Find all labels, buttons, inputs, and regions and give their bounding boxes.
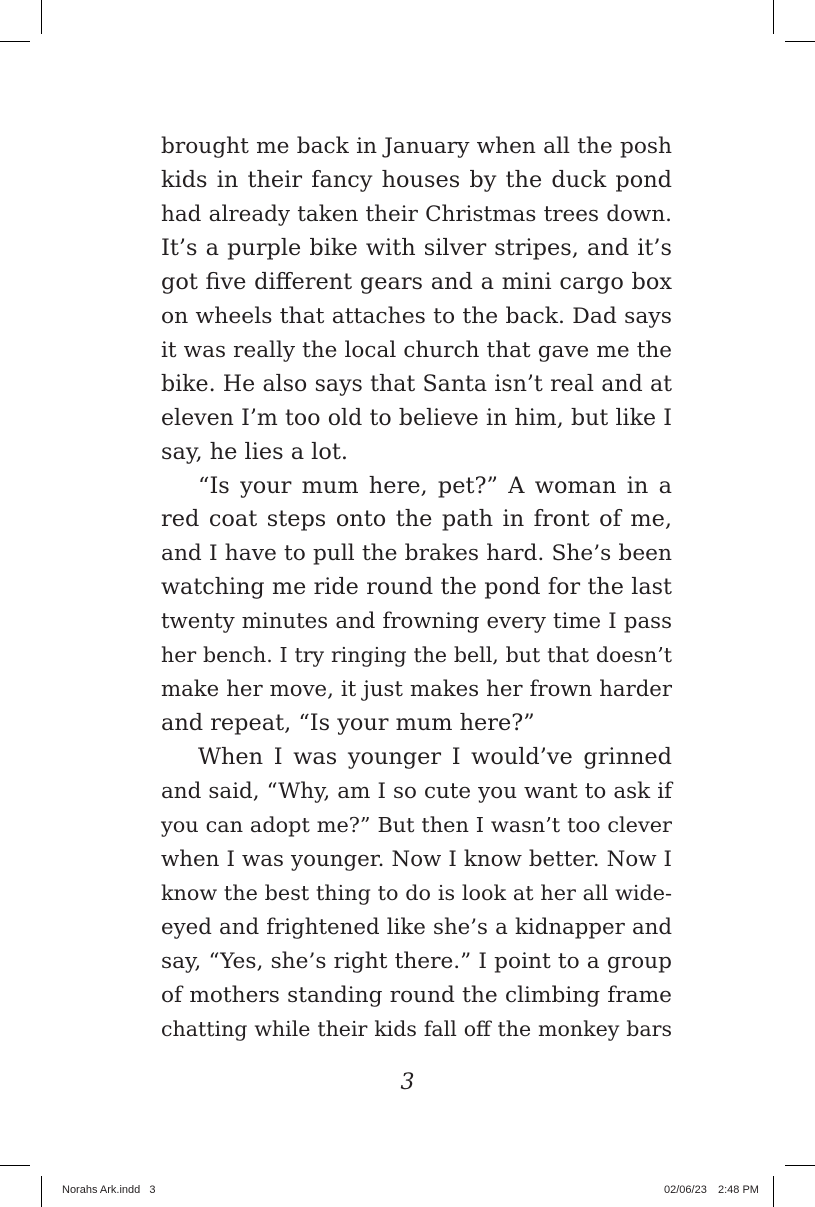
crop-mark-top-left-horizontal <box>0 41 30 42</box>
text-line: on wheels that attaches to the back. Dad says <box>161 303 672 329</box>
crop-mark-bottom-left-vertical <box>41 1176 42 1207</box>
text-line: say, he lies a lot. <box>161 438 348 465</box>
text-line: and said, “Why, am I so cute you want to ask if <box>161 779 672 805</box>
text-line: twenty minutes and frowning every time I pass <box>161 609 672 635</box>
text-line: had already taken their Christmas trees down. <box>161 201 672 227</box>
text-line: know the best thing to do is look at her all wide- <box>161 880 672 905</box>
crop-mark-top-right-horizontal <box>785 41 815 42</box>
slug-date: 02/06/23 <box>664 1184 707 1196</box>
crop-mark-bottom-right-vertical <box>773 1176 774 1207</box>
crop-mark-top-left-vertical <box>41 0 42 34</box>
text-line: her bench. I try ringing the bell, but that doesn’t <box>161 643 672 668</box>
crop-mark-top-right-vertical <box>773 0 774 34</box>
text-line: watching me ride round the pond for the last <box>161 574 672 601</box>
crop-mark-bottom-left-horizontal <box>0 1165 30 1166</box>
text-line: when I was younger. Now I know better. Now I <box>161 847 672 873</box>
text-line: red coat steps onto the path in front of me, <box>161 506 672 533</box>
text-line: eyed and frightened like she’s a kidnapper and <box>161 914 672 940</box>
text-line: It’s a purple bike with silver stripes, and it’s <box>161 234 672 261</box>
body-text <box>161 130 672 1047</box>
text-line: you can adopt me?” But then I wasn’t too clever <box>161 813 672 838</box>
text-line: eleven I’m too old to believe in him, but like I <box>161 405 672 431</box>
text-line: bike. He also says that Santa isn’t real and at <box>161 371 672 397</box>
text-line: brought me back in January when all the posh <box>161 134 672 159</box>
text-line: make her move, it just makes her frown harder <box>161 677 672 703</box>
slug-file-label: Norahs Ark.indd 3 <box>62 1184 156 1196</box>
text-line: and repeat, “Is your mum here?” <box>161 710 535 737</box>
text-line: it was really the local church that gave me the <box>161 337 672 363</box>
text-line: got five different gears and a mini cargo box <box>161 268 672 295</box>
text-line: and I have to pull the brakes hard. She’s been <box>161 541 672 567</box>
text-line: of mothers standing round the climbing frame <box>161 982 672 1008</box>
text-line: “Is your mum here, pet?” A woman in a <box>198 472 672 499</box>
text-line: say, “Yes, she’s right there.” I point to a group <box>161 948 672 974</box>
text-line: When I was younger I would’ve grinned <box>198 744 672 771</box>
crop-mark-bottom-right-horizontal <box>785 1165 815 1166</box>
slug-time: 2:48 PM <box>718 1184 759 1196</box>
text-line: chatting while their kids fall off the monkey bars <box>161 1016 672 1041</box>
page-number: 3 <box>400 1070 415 1095</box>
text-line: kids in their fancy houses by the duck pond <box>161 166 672 193</box>
